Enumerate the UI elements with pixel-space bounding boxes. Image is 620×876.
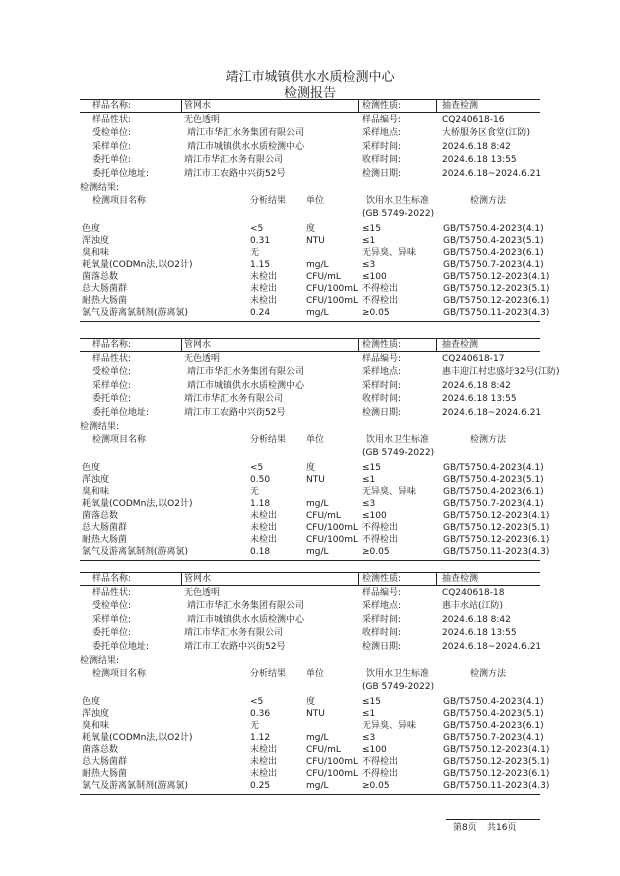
result-method: GB/T5750.7-2023(4.1)	[443, 733, 544, 743]
commission-address-label: 委托单位地址:	[92, 168, 150, 179]
result-value: 未检出	[250, 511, 278, 521]
col-result-header: 分析结果	[250, 435, 287, 445]
test-date-label: 检测日期:	[362, 641, 402, 652]
header-divider	[358, 338, 359, 351]
result-value: 无	[250, 248, 260, 258]
block-bottom-rule	[80, 321, 540, 322]
col-standard-header: 饮用水卫生标准	[366, 435, 430, 445]
test-type-label: 检测性质:	[362, 574, 402, 584]
result-item: 菌落总数	[82, 745, 119, 755]
result-item: 耗氧量(CODMn法,以O2计)	[82, 733, 193, 743]
sample-no-value: CQ240618-18	[442, 587, 505, 598]
result-method: GB/T5750.12-2023(6.1)	[443, 535, 550, 545]
col-method-header: 检测方法	[470, 196, 507, 206]
result-value: 未检出	[250, 523, 278, 533]
result-method: GB/T5750.4-2023(4.1)	[443, 224, 544, 234]
result-value: 未检出	[250, 296, 278, 306]
block-top-rule	[80, 99, 540, 100]
result-item: 耗氧量(CODMn法,以O2计)	[82, 499, 193, 509]
page-total: 共16页	[487, 823, 517, 833]
result-standard: 无异臭、异味	[362, 721, 417, 731]
receive-time-value: 2024.6.18 13:55	[442, 394, 517, 404]
result-method: GB/T5750.7-2023(4.1)	[443, 260, 544, 270]
result-standard: ≤100	[362, 511, 387, 521]
result-item: 耐热大肠菌	[82, 535, 128, 545]
result-unit: CFU/100mL	[306, 296, 359, 306]
sampler-value: 靖江市城镇供水水质检测中心	[187, 380, 305, 391]
result-unit: CFU/mL	[306, 511, 341, 521]
result-unit: 度	[306, 224, 316, 234]
header-rule	[80, 112, 540, 113]
test-date-value: 2024.6.18~2024.6.21	[442, 641, 542, 652]
result-standard: ≤100	[362, 745, 387, 755]
col-item-header: 检测项目名称	[92, 669, 147, 679]
sample-name-label: 样品名称:	[92, 574, 132, 584]
result-method: GB/T5750.7-2023(4.1)	[443, 499, 544, 509]
result-method: GB/T5750.11-2023(4.3)	[443, 308, 550, 318]
results-heading: 检测结果:	[80, 183, 120, 193]
commission-address-label: 委托单位地址:	[92, 641, 150, 652]
col-standard-ref: (GB 5749-2022)	[362, 448, 435, 458]
result-method: GB/T5750.4-2023(4.1)	[443, 697, 544, 707]
result-value: 0.36	[250, 709, 271, 719]
result-method: GB/T5750.12-2023(4.1)	[443, 272, 550, 282]
sample-trait-value: 无色透明	[184, 114, 221, 125]
result-item: 浑浊度	[82, 236, 110, 246]
sampler-label: 采样单位:	[92, 614, 132, 625]
result-value: 未检出	[250, 272, 278, 282]
result-method: GB/T5750.4-2023(5.1)	[443, 709, 544, 719]
result-item: 氯气及游离氯制剂(游离氯)	[82, 781, 189, 791]
commission-unit-label: 委托单位:	[92, 628, 132, 638]
result-standard: 无异臭、异味	[362, 248, 417, 258]
result-standard: ≤3	[362, 260, 376, 270]
result-method: GB/T5750.12-2023(6.1)	[443, 296, 550, 306]
receive-time-label: 收样时间:	[362, 628, 402, 638]
result-unit: mg/L	[306, 733, 329, 743]
commission-unit-value: 靖江市华汇水务有限公司	[184, 628, 284, 638]
test-date-label: 检测日期:	[362, 407, 402, 418]
receive-time-value: 2024.6.18 13:55	[442, 155, 517, 165]
commission-unit-label: 委托单位:	[92, 155, 132, 165]
result-item: 臭和味	[82, 721, 110, 731]
result-value: <5	[250, 224, 264, 234]
commission-unit-value: 靖江市华汇水务有限公司	[184, 394, 284, 404]
result-method: GB/T5750.12-2023(5.1)	[443, 757, 550, 767]
sample-name-label: 样品名称:	[92, 101, 132, 111]
receive-time-label: 收样时间:	[362, 155, 402, 165]
result-standard: ≥0.05	[362, 547, 390, 557]
client-value: 靖江市华汇水务集团有限公司	[187, 601, 305, 611]
result-method: GB/T5750.12-2023(4.1)	[443, 511, 550, 521]
col-result-header: 分析结果	[250, 196, 287, 206]
result-item: 耐热大肠菌	[82, 769, 128, 779]
result-standard: 不得检出	[362, 284, 399, 294]
result-unit: CFU/mL	[306, 272, 341, 282]
result-value: 0.25	[250, 781, 271, 791]
result-unit: CFU/100mL	[306, 523, 359, 533]
result-item: 臭和味	[82, 248, 110, 258]
results-heading: 检测结果:	[80, 656, 120, 666]
sample-name-value: 管网水	[184, 101, 212, 111]
result-unit: 度	[306, 697, 316, 707]
report-subtitle: 检测报告	[283, 86, 336, 101]
sampler-value: 靖江市城镇供水水质检测中心	[187, 141, 305, 152]
result-method: GB/T5750.4-2023(5.1)	[443, 475, 544, 485]
result-value: 1.12	[250, 733, 271, 743]
result-item: 氯气及游离氯制剂(游离氯)	[82, 308, 189, 318]
result-method: GB/T5750.12-2023(6.1)	[443, 769, 550, 779]
footer-rule	[446, 819, 540, 820]
result-value: 0.50	[250, 475, 271, 485]
sampling-time-value: 2024.6.18 8:42	[442, 141, 511, 152]
result-standard: 不得检出	[362, 769, 399, 779]
sample-name-label: 样品名称:	[92, 340, 132, 350]
client-label: 受检单位:	[92, 367, 132, 377]
header-rule	[80, 585, 540, 586]
result-standard: ≤1	[362, 475, 376, 485]
result-item: 色度	[82, 224, 101, 234]
header-divider	[181, 572, 182, 585]
result-standard: ≥0.05	[362, 781, 390, 791]
sample-trait-value: 无色透明	[184, 587, 221, 598]
sample-trait-label: 样品性状:	[92, 114, 132, 125]
result-value: 1.18	[250, 499, 271, 509]
col-standard-header: 饮用水卫生标准	[366, 669, 430, 679]
sampling-site-label: 采样地点:	[362, 367, 402, 377]
result-standard: ≤15	[362, 697, 381, 707]
header-divider	[436, 338, 437, 351]
receive-time-value: 2024.6.18 13:55	[442, 628, 517, 638]
result-method: GB/T5750.12-2023(5.1)	[443, 284, 550, 294]
result-unit: mg/L	[306, 547, 329, 557]
commission-unit-label: 委托单位:	[92, 394, 132, 404]
result-item: 总大肠菌群	[82, 523, 128, 533]
result-unit: mg/L	[306, 499, 329, 509]
result-item: 总大肠菌群	[82, 757, 128, 767]
header-divider	[358, 572, 359, 585]
result-item: 耐热大肠菌	[82, 296, 128, 306]
commission-address-value: 靖江市工农路中兴街52号	[184, 168, 286, 179]
header-divider	[358, 99, 359, 112]
client-label: 受检单位:	[92, 128, 132, 138]
result-standard: 不得检出	[362, 757, 399, 767]
col-standard-ref: (GB 5749-2022)	[362, 209, 435, 219]
result-item: 氯气及游离氯制剂(游离氯)	[82, 547, 189, 557]
result-value: 未检出	[250, 745, 278, 755]
result-method: GB/T5750.4-2023(4.1)	[443, 463, 544, 473]
sampler-label: 采样单位:	[92, 380, 132, 391]
sampling-time-value: 2024.6.18 8:42	[442, 614, 511, 625]
result-value: 未检出	[250, 757, 278, 767]
sampling-site-value: 惠丰水站(江防)	[442, 601, 504, 611]
result-standard: ≤1	[362, 236, 376, 246]
col-item-header: 检测项目名称	[92, 435, 147, 445]
sample-no-label: 样品编号:	[362, 587, 402, 598]
result-value: 0.24	[250, 308, 271, 318]
result-item: 总大肠菌群	[82, 284, 128, 294]
result-standard: 不得检出	[362, 523, 399, 533]
result-standard: ≤3	[362, 499, 376, 509]
col-standard-ref: (GB 5749-2022)	[362, 682, 435, 692]
result-standard: ≤15	[362, 463, 381, 473]
test-type-value: 抽查检测	[442, 574, 479, 584]
result-value: 0.18	[250, 547, 271, 557]
result-item: 耗氧量(CODMn法,以O2计)	[82, 260, 193, 270]
block-top-rule	[80, 572, 540, 573]
col-unit-header: 单位	[306, 196, 325, 206]
test-date-label: 检测日期:	[362, 168, 402, 179]
result-value: <5	[250, 463, 264, 473]
result-value: 未检出	[250, 535, 278, 545]
result-item: 浑浊度	[82, 475, 110, 485]
block-bottom-rule	[80, 794, 540, 795]
result-value: 无	[250, 487, 260, 497]
result-unit: CFU/100mL	[306, 757, 359, 767]
result-standard: 不得检出	[362, 535, 399, 545]
result-unit: NTU	[306, 709, 325, 719]
result-unit: mg/L	[306, 260, 329, 270]
test-type-value: 抽查检测	[442, 101, 479, 111]
result-unit: CFU/mL	[306, 745, 341, 755]
col-item-header: 检测项目名称	[92, 196, 147, 206]
sampling-time-label: 采样时间:	[362, 380, 402, 391]
result-standard: ≤15	[362, 224, 381, 234]
sample-no-value: CQ240618-16	[442, 114, 505, 125]
test-type-label: 检测性质:	[362, 101, 402, 111]
commission-address-label: 委托单位地址:	[92, 407, 150, 418]
result-item: 臭和味	[82, 487, 110, 497]
sampling-site-value: 大桥服务区食堂(江防)	[442, 128, 531, 138]
sample-no-label: 样品编号:	[362, 353, 402, 364]
result-value: 0.31	[250, 236, 271, 246]
sample-name-value: 管网水	[184, 574, 212, 584]
result-value: 未检出	[250, 284, 278, 294]
col-method-header: 检测方法	[470, 669, 507, 679]
page-number: 第8页	[453, 823, 477, 833]
result-item: 菌落总数	[82, 511, 119, 521]
test-date-value: 2024.6.18~2024.6.21	[442, 168, 542, 179]
result-standard: ≤100	[362, 272, 387, 282]
sample-name-value: 管网水	[184, 340, 212, 350]
result-method: GB/T5750.4-2023(6.1)	[443, 248, 544, 258]
sampling-time-label: 采样时间:	[362, 141, 402, 152]
result-unit: mg/L	[306, 781, 329, 791]
result-value: <5	[250, 697, 264, 707]
result-value: 未检出	[250, 769, 278, 779]
result-unit: CFU/100mL	[306, 535, 359, 545]
result-unit: CFU/100mL	[306, 284, 359, 294]
result-method: GB/T5750.4-2023(6.1)	[443, 721, 544, 731]
result-item: 色度	[82, 697, 101, 707]
sampler-label: 采样单位:	[92, 141, 132, 152]
header-rule	[80, 351, 540, 352]
sampling-site-label: 采样地点:	[362, 128, 402, 138]
sample-trait-label: 样品性状:	[92, 587, 132, 598]
test-type-value: 抽查检测	[442, 340, 479, 350]
header-divider	[181, 338, 182, 351]
header-divider	[181, 99, 182, 112]
result-method: GB/T5750.12-2023(5.1)	[443, 523, 550, 533]
sampler-value: 靖江市城镇供水水质检测中心	[187, 614, 305, 625]
result-standard: ≤3	[362, 733, 376, 743]
block-bottom-rule	[80, 560, 540, 561]
result-unit: mg/L	[306, 308, 329, 318]
report-title: 靖江市城镇供水水质检测中心	[225, 70, 395, 85]
test-type-label: 检测性质:	[362, 340, 402, 350]
commission-address-value: 靖江市工农路中兴街52号	[184, 407, 286, 418]
col-unit-header: 单位	[306, 669, 325, 679]
result-standard: 不得检出	[362, 296, 399, 306]
receive-time-label: 收样时间:	[362, 394, 402, 404]
sample-no-value: CQ240618-17	[442, 353, 505, 364]
result-method: GB/T5750.12-2023(4.1)	[443, 745, 550, 755]
col-result-header: 分析结果	[250, 669, 287, 679]
sample-no-label: 样品编号:	[362, 114, 402, 125]
results-heading: 检测结果:	[80, 422, 120, 432]
result-value: 无	[250, 721, 260, 731]
sampling-site-value: 惠丰迎江村忠盛圩32号(江防)	[442, 367, 560, 377]
header-divider	[436, 99, 437, 112]
col-standard-header: 饮用水卫生标准	[366, 196, 430, 206]
result-value: 1.15	[250, 260, 271, 270]
col-method-header: 检测方法	[470, 435, 507, 445]
client-label: 受检单位:	[92, 601, 132, 611]
sampling-time-value: 2024.6.18 8:42	[442, 380, 511, 391]
result-method: GB/T5750.4-2023(5.1)	[443, 236, 544, 246]
test-date-value: 2024.6.18~2024.6.21	[442, 407, 542, 418]
commission-unit-value: 靖江市华汇水务有限公司	[184, 155, 284, 165]
sampling-time-label: 采样时间:	[362, 614, 402, 625]
result-unit: 度	[306, 463, 316, 473]
result-standard: ≥0.05	[362, 308, 390, 318]
client-value: 靖江市华汇水务集团有限公司	[187, 128, 305, 138]
result-method: GB/T5750.11-2023(4.3)	[443, 781, 550, 791]
sample-trait-value: 无色透明	[184, 353, 221, 364]
result-method: GB/T5750.11-2023(4.3)	[443, 547, 550, 557]
result-item: 色度	[82, 463, 101, 473]
result-unit: NTU	[306, 236, 325, 246]
result-item: 菌落总数	[82, 272, 119, 282]
result-unit: NTU	[306, 475, 325, 485]
result-standard: ≤1	[362, 709, 376, 719]
block-top-rule	[80, 338, 540, 339]
col-unit-header: 单位	[306, 435, 325, 445]
result-unit: CFU/100mL	[306, 769, 359, 779]
header-divider	[436, 572, 437, 585]
sample-trait-label: 样品性状:	[92, 353, 132, 364]
result-standard: 无异臭、异味	[362, 487, 417, 497]
client-value: 靖江市华汇水务集团有限公司	[187, 367, 305, 377]
result-item: 浑浊度	[82, 709, 110, 719]
commission-address-value: 靖江市工农路中兴街52号	[184, 641, 286, 652]
sampling-site-label: 采样地点:	[362, 601, 402, 611]
result-method: GB/T5750.4-2023(6.1)	[443, 487, 544, 497]
